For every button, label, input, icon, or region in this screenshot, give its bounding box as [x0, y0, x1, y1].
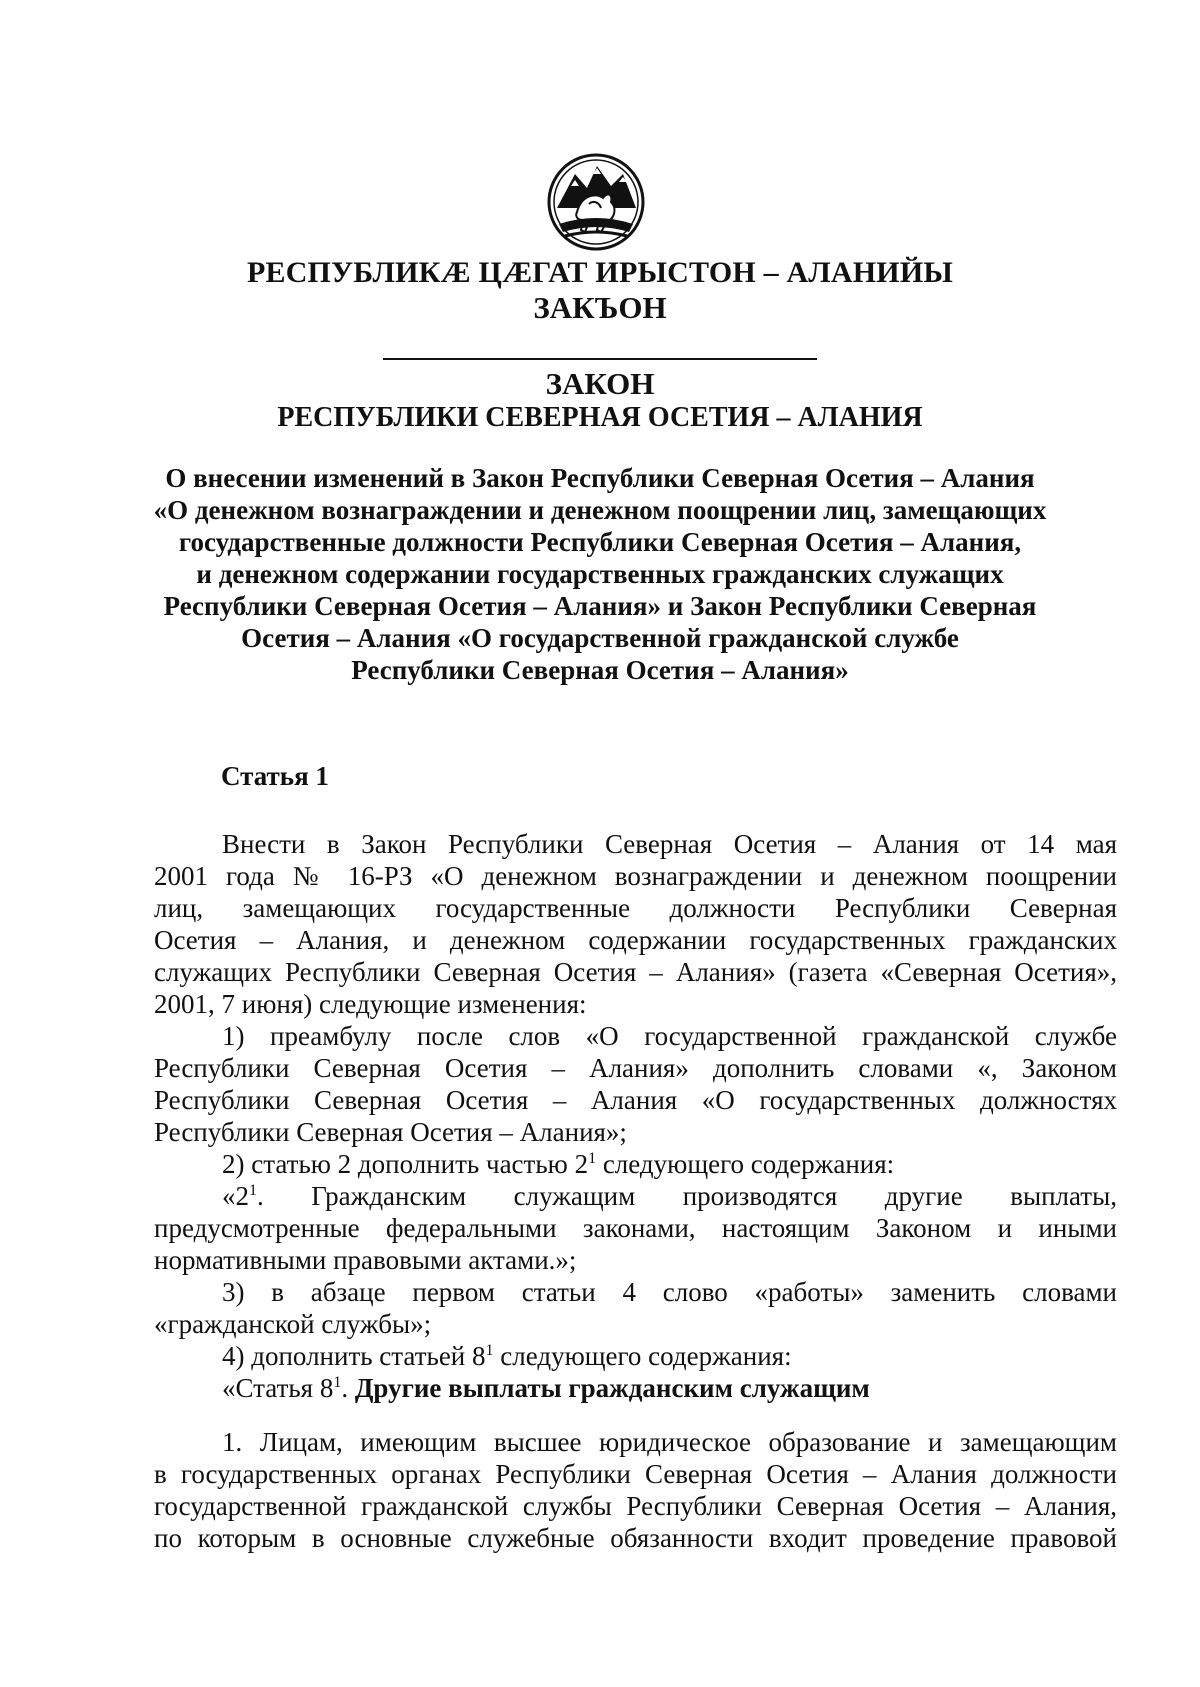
body-line: лиц, замещающих государственные должности Республики Северная [154, 893, 1117, 923]
ossetian-republic-heading: РЕСПУБЛИКӔ ЦӔГАТ ИРЫСТОН – АЛАНИЙЫ [246, 256, 954, 289]
new-article-prefix: «Статья 8 [222, 1373, 334, 1403]
item-2-quote-line [154, 1180, 1117, 1212]
item-2-quote-line: нормативными правовыми актами.»; [154, 1245, 577, 1275]
title-line: Республики Северная Осетия – Алания» [351, 655, 849, 685]
clause-1-line: по которым в основные служебные обязанности входит проведение правовой [154, 1523, 1117, 1553]
title-line: О внесении изменений в Закон Республики Северная Осетия – Алания [165, 463, 1035, 493]
quote-rest: . Гражданским служащим производятся другие выплаты, [257, 1181, 1117, 1211]
clause-1-line: 1. Лицам, имеющим высшее юридическое образование и замещающим [222, 1427, 1117, 1457]
item-2-text: 2) статью 2 дополнить частью 2 [222, 1149, 589, 1179]
superscript: 1 [485, 1342, 494, 1359]
republic-heading: РЕСПУБЛИКИ СЕВЕРНАЯ ОСЕТИЯ – АЛАНИЯ [277, 402, 923, 433]
title-line: Республики Северная Осетия – Алания» и Закон Республики Северная [163, 591, 1037, 621]
ossetian-law-heading: ЗАКЪОН [533, 290, 667, 325]
clause-1-line: в государственных органах Республики Северная Осетия – Алания должности [154, 1459, 1117, 1489]
item-1-line: 1) преамбулу после слов «О государственной гражданской службе [222, 1021, 1117, 1051]
clause-1-body [154, 1426, 1117, 1554]
coat-of-arms-icon [541, 152, 651, 252]
clause-1-line: государственной гражданской службы Республики Северная Осетия – Алания, [154, 1491, 1117, 1521]
item-1-line: Республики Северная Осетия – Алания»; [154, 1117, 627, 1147]
heading-divider [383, 358, 817, 360]
body-line: Внести в Закон Республики Северная Осетия – Алания от 14 мая [222, 829, 1117, 859]
new-article-title: Другие выплаты гражданским служащим [354, 1373, 870, 1403]
item-3-line: 3) в абзаце первом статьи 4 слово «работы» заменить словами [222, 1277, 1117, 1307]
item-4-text-rest: следующего содержания: [493, 1341, 792, 1371]
superscript: 1 [588, 1150, 597, 1167]
body-line: 2001 года № 16-РЗ «О денежном вознаграждении и денежном поощрении [154, 861, 1117, 891]
item-2-text-rest: следующего содержания: [596, 1149, 895, 1179]
body-line: служащих Республики Северная Осетия – Алания» (газета «Северная Осетия», [154, 957, 1117, 987]
item-4-line [154, 1340, 1117, 1372]
title-line: Осетия – Алания «О государственной гражданской службе [241, 623, 959, 653]
item-4-text: 4) дополнить статьей 8 [222, 1341, 486, 1371]
new-article-heading [154, 1372, 1117, 1404]
title-line: и денежном содержании государственных гражданских служащих [196, 559, 1004, 589]
law-title [140, 462, 1060, 686]
item-2-line [154, 1148, 1117, 1180]
item-1-line: Республики Северная Осетия – Алания» дополнить словами «, Законом [154, 1053, 1117, 1083]
quote-open: «2 [222, 1181, 249, 1211]
new-article-dot: . [341, 1373, 355, 1403]
title-line: государственные должности Республики Северная Осетия – Алания, [178, 527, 1022, 557]
superscript: 1 [333, 1374, 342, 1391]
law-heading: ЗАКОН [545, 366, 655, 401]
body-line: Осетия – Алания, и денежном содержании государственных гражданских [154, 925, 1117, 955]
article-1-heading: Статья 1 [221, 761, 329, 791]
item-2-quote-line: предусмотренные федеральными законами, настоящим Законом и иными [154, 1213, 1117, 1243]
article-1-body [154, 828, 1117, 1404]
item-1-line: Республики Северная Осетия – Алания «О государственных должностях [154, 1085, 1117, 1115]
title-line: «О денежном вознаграждении и денежном поощрении лиц, замещающих [153, 495, 1047, 525]
item-3-line: «гражданской службы»; [154, 1309, 432, 1339]
body-line: 2001, 7 июня) следующие изменения: [154, 989, 587, 1019]
superscript: 1 [249, 1182, 257, 1199]
